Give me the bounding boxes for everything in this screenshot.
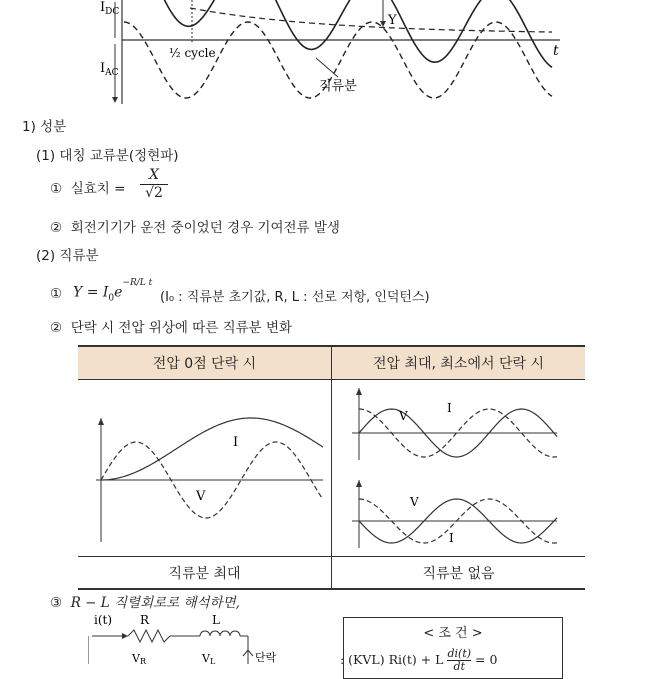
table-footer-dc-max: 직류분 최대 bbox=[78, 557, 332, 590]
rms-numerator: X bbox=[140, 167, 168, 185]
left-y-arrow bbox=[98, 418, 104, 425]
dc-formula: $Y = I_0e^{-R/L t}$ bbox=[73, 278, 153, 304]
circuit-label-l: L bbox=[212, 613, 220, 627]
item2-line2: ② 단락 시 전압 위상에 따른 직류분 변화 bbox=[50, 320, 293, 336]
conditions-title: < 조 건 > bbox=[423, 626, 483, 641]
circuit-label-short: 단락 bbox=[255, 651, 277, 664]
rl-circuit-diagram bbox=[88, 608, 318, 664]
section-title-components: 1) 성분 bbox=[22, 119, 67, 135]
label-y: Y bbox=[388, 13, 397, 28]
circuit-label-r: R bbox=[140, 613, 150, 627]
left-waveform-plot bbox=[78, 380, 331, 552]
circuit-label-vr: VR bbox=[132, 652, 146, 664]
iac-arrow-head bbox=[112, 97, 118, 103]
table-cell-right-figure bbox=[332, 380, 586, 557]
dc-component-pointer bbox=[316, 58, 338, 77]
right-top-y-arrow bbox=[356, 388, 362, 395]
right-top-label-i: I bbox=[447, 401, 452, 415]
table-header-zero-voltage: 전압 0점 단락 시 bbox=[78, 346, 332, 380]
table-cell-left-figure bbox=[78, 380, 332, 557]
conditions-box bbox=[340, 617, 563, 679]
right-bottom-label-v: V bbox=[410, 495, 419, 509]
inductor-symbol bbox=[200, 631, 240, 636]
rms-fraction bbox=[140, 167, 168, 201]
y-arrow-head bbox=[380, 21, 386, 27]
label-iac: $I_{AC}$ bbox=[100, 61, 119, 78]
top-waveform-figure bbox=[0, 0, 664, 110]
dc-formula-note: (I₀ : 직류분 초기값, R, L : 선로 저항, 인덕턴스) bbox=[160, 290, 430, 305]
top-dc-decay-curve bbox=[190, 8, 552, 32]
right-bottom-label-i: I bbox=[449, 531, 454, 545]
current-arrow bbox=[122, 633, 128, 639]
left-label-v: V bbox=[196, 489, 206, 504]
label-half-cycle: ½ cycle bbox=[169, 46, 216, 60]
right-top-label-v: V bbox=[399, 409, 408, 423]
rms-denominator: √2 bbox=[145, 185, 163, 201]
resistor-symbol bbox=[128, 630, 170, 642]
item2-title: (2) 직류분 bbox=[36, 248, 99, 264]
kvl-equation: : (KVL) Ri(t) + L $\frac{di(t)}{dt}$ = 0 bbox=[340, 647, 498, 673]
table-footer-dc-none: 직류분 없음 bbox=[332, 557, 586, 590]
circuit-label-vl: VL bbox=[202, 652, 216, 664]
comparison-table bbox=[78, 345, 585, 590]
label-dc-component: 직류분 bbox=[319, 79, 357, 94]
label-idc: $I_{DC}$ bbox=[100, 0, 120, 17]
item1-line2: ② 회전기기가 운전 중이었던 경우 기여전류 발생 bbox=[50, 220, 340, 236]
item1-title: (1) 대칭 교류분(정현파) bbox=[36, 148, 179, 164]
left-label-i: I bbox=[233, 435, 239, 450]
item2-line1-marker: ① bbox=[50, 286, 63, 302]
right-waveform-plots bbox=[332, 380, 585, 552]
kvl-derivative: $\frac{di(t)}{dt}$ bbox=[447, 647, 472, 673]
table-header-max-voltage: 전압 최대, 최소에서 단락 시 bbox=[332, 346, 586, 380]
item1-line1: ① 실효치 = bbox=[50, 181, 126, 197]
circuit-label-current: i(t) bbox=[94, 613, 113, 627]
label-t: t bbox=[553, 43, 559, 59]
right-bottom-y-arrow bbox=[356, 480, 362, 487]
item2-line3: ③ R − L 직렬회로로 해석하면, bbox=[50, 595, 240, 611]
